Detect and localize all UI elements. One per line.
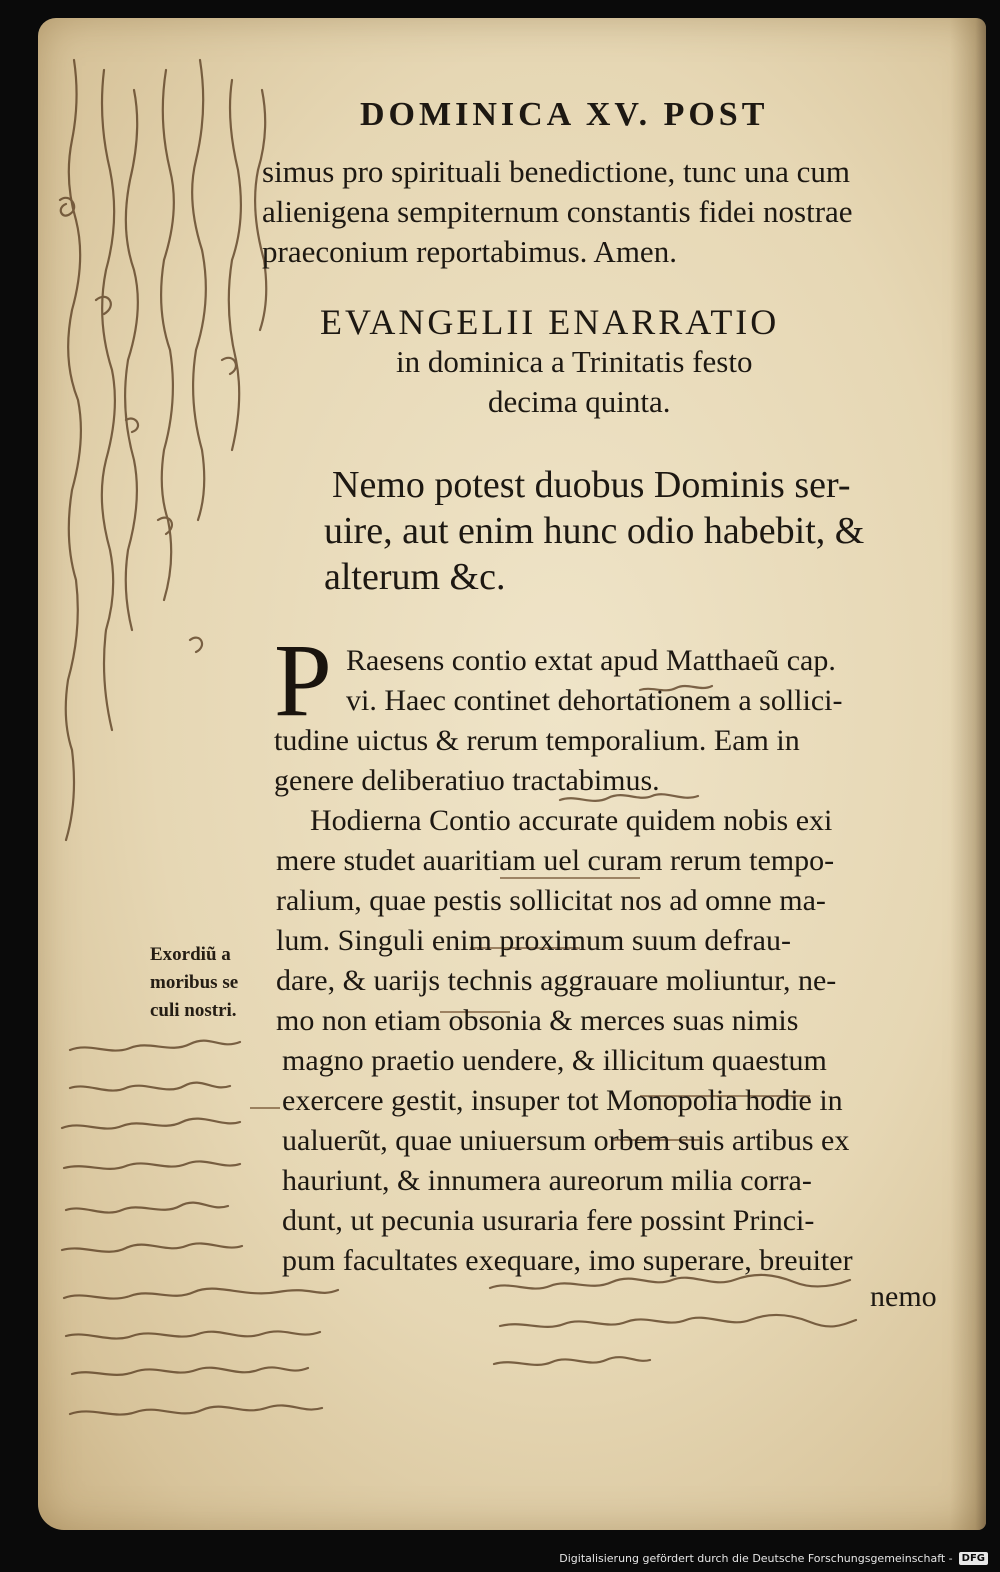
credit-text: Digitalisierung gefördert durch die Deutsche Forschungsgemeinschaft -: [559, 1551, 953, 1565]
body-line: lum. Singuli enim proximum suum defrau-: [276, 924, 791, 957]
body-line: Raesens contio extat apud Matthaeũ cap.: [346, 644, 836, 677]
scripture-line: uire, aut enim hunc odio habebit, &: [324, 510, 865, 552]
running-head: DOMINICA XV. POST: [360, 96, 769, 133]
section-title: EVANGELII ENARRATIO: [320, 302, 780, 342]
dfg-logo: DFG: [959, 1552, 988, 1565]
intro-line: simus pro spirituali benedictione, tunc una cum: [262, 154, 851, 189]
catchword: nemo: [870, 1280, 937, 1313]
intro-line: alienigena sempiternum constantis fidei nostrae: [262, 194, 853, 229]
body-line: ualuerũt, quae uniuersum orbem suis artibus ex: [282, 1124, 850, 1157]
marginal-note-line: Exordiũ a: [150, 944, 231, 965]
body-line: mere studet auaritiam uel curam rerum tempo-: [276, 844, 835, 877]
body-line: genere deliberatiuo tractabimus.: [274, 764, 660, 797]
body-line: magno praetio uendere, & illicitum quaestum: [282, 1044, 827, 1077]
body-line: tudine uictus & rerum temporalium. Eam in: [274, 724, 800, 757]
marginal-note-line: moribus se: [150, 972, 239, 993]
scripture-line: Nemo potest duobus Dominis ser-: [332, 464, 851, 506]
body-line: hauriunt, & innumera aureorum milia corra-: [282, 1164, 812, 1197]
marginal-note-line: culi nostri.: [150, 1000, 237, 1021]
body-line: dare, & uarijs technis aggrauare moliuntur, ne-: [276, 964, 837, 997]
body-line: mo non etiam obsonia & merces suas nimis: [276, 1004, 799, 1037]
section-subtitle: in dominica a Trinitatis festo: [396, 344, 753, 379]
page-edge-shadow: [950, 18, 986, 1530]
body-line: exercere gestit, insuper tot Monopolia hodie in: [282, 1084, 843, 1117]
body-line: ralium, quae pestis sollicitat nos ad omne ma-: [276, 884, 826, 917]
section-subtitle: decima quinta.: [488, 384, 671, 419]
digitization-credit: [559, 1548, 988, 1568]
drop-cap: P: [274, 623, 332, 738]
body-line: dunt, ut pecunia usuraria fere possint Princi-: [282, 1204, 815, 1237]
body-line: pum facultates exequare, imo superare, breuiter: [282, 1244, 853, 1277]
scripture-line: alterum &c.: [324, 556, 506, 598]
body-line: Hodierna Contio accurate quidem nobis exi: [310, 804, 833, 837]
intro-line: praeconium reportabimus. Amen.: [262, 234, 677, 269]
body-line: vi. Haec continet dehortationem a sollici-: [346, 684, 843, 717]
